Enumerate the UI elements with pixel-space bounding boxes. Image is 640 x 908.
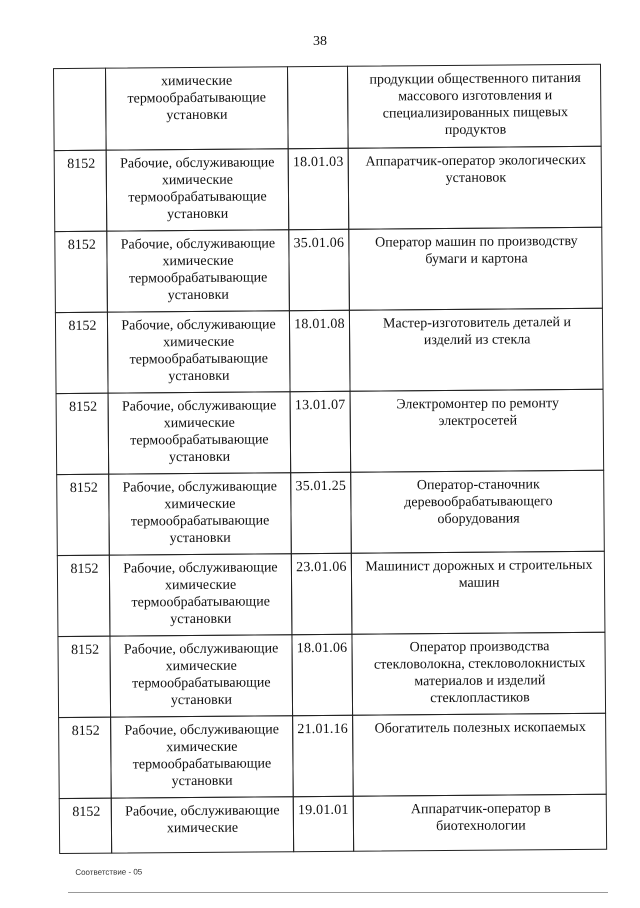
cell-line: биотехнологии [360,817,602,836]
cell-desc [109,634,293,717]
cell-num [287,66,349,149]
cell-prof [348,146,603,230]
cell-line: 8152 [57,156,106,173]
cell-line: оборудования [357,510,599,529]
cell-line: специализированных пищевых [354,104,596,123]
cell-line: химические [115,738,288,756]
cell-prof [349,308,604,392]
cell-prof [351,551,606,635]
cell-line: Рабочие, обслуживающие [113,478,286,496]
cell-line: термообрабатывающие [113,512,286,530]
cell-code [53,68,107,151]
cell-line: установки [114,610,287,628]
cell-prof [352,713,607,797]
cell-line: химические [110,72,283,90]
cell-line: массового изготовления и [354,87,596,106]
cell-line: 35.01.06 [289,235,348,252]
cell-desc [106,148,290,231]
cell-desc [109,553,293,636]
cell-line: 35.01.25 [291,478,350,495]
cell-line: 8152 [62,804,111,821]
cell-code [57,555,111,637]
cell-line: Рабочие, обслуживающие [112,316,285,334]
cell-line: термообрабатывающие [115,674,288,692]
cell-line: термообрабатывающие [115,755,288,773]
cell-line: 8152 [61,642,110,659]
cell-code [56,474,110,556]
cell-line: Оператор машин по производству [355,233,597,252]
cell-line: Аппаратчик-оператор в [360,800,602,819]
cell-line: 18.01.08 [290,316,349,333]
cell-code [57,636,111,718]
cell-line: термообрабатывающие [110,89,283,107]
cell-line: Обогатитель полезных ископаемых [359,719,601,738]
cell-line: продукции общественного питания [354,70,596,89]
cell-line: 8152 [57,237,106,254]
cell-prof [350,389,605,473]
cell-line: Рабочие, обслуживающие [113,397,286,415]
cell-line: 8152 [61,723,110,740]
cell-line: 8152 [58,318,107,335]
cell-line: термообрабатывающие [113,431,286,449]
cell-line: материалов и изделий [359,672,601,691]
cell-line: установки [113,448,286,466]
occupations-table [0,0,636,3]
cell-line: химические [111,252,284,270]
cell-line: электросетей [357,412,599,431]
cell-desc [107,310,291,393]
cell-line: термообрабатывающие [111,188,284,206]
cell-line: термообрабатывающие [112,269,285,287]
cell-code [59,798,112,854]
cell-line: термообрабатывающие [114,593,287,611]
cell-line: стеклопластиков [359,689,601,708]
cell-line: химические [112,333,285,351]
cell-line: термообрабатывающие [112,350,285,368]
cell-line: 19.01.01 [294,802,353,819]
cell-num [290,391,352,473]
cell-prof [350,470,605,554]
cell-line: установки [112,286,285,304]
cell-desc [105,66,289,150]
cell-num [291,553,353,635]
cell-line: химические [115,657,288,675]
cell-desc [106,229,290,312]
cell-desc [108,472,292,555]
cell-line: химические [111,171,284,189]
cell-line: Электромонтер по ремонту [357,395,599,414]
cell-prof [351,632,606,716]
footer-note: Соответствие - 05 [75,867,142,877]
cell-line: Машинист дорожных и строительных [358,557,600,576]
cell-line: 18.01.03 [289,154,348,171]
cell-num [291,634,353,716]
cell-line: деревообрабатывающего [357,493,599,512]
cell-code [54,231,108,313]
cell-desc [111,796,294,853]
cell-line: изделий из стекла [356,331,598,350]
cell-desc [110,715,294,798]
cell-num [292,715,354,797]
cell-desc [108,391,292,474]
cell-code [58,717,112,799]
cell-num [288,229,350,311]
cell-line: Мастер-изготовитель деталей и [356,314,598,333]
cell-line: химические [113,414,286,432]
cell-line: Рабочие, обслуживающие [111,154,284,172]
cell-line: химические [116,819,289,837]
cell-line: установки [114,529,287,547]
cell-line: Аппаратчик-оператор экологических [355,152,597,171]
page-edge [68,892,608,893]
cell-line: 21.01.16 [293,721,352,738]
cell-line: 8152 [59,399,108,416]
cell-line: машин [358,574,600,593]
cell-line: Рабочие, обслуживающие [114,640,287,658]
cell-line: стекловолокна, стекловолокнистых [359,655,601,674]
cell-line: Рабочие, обслуживающие [111,235,284,253]
cell-line: установки [111,205,284,223]
cell-line: установки [110,106,283,124]
cell-line: бумаги и картона [355,250,597,269]
cell-line: химические [113,495,286,513]
cell-line: установок [355,169,597,188]
cell-prof [347,64,602,149]
cell-line: 13.01.07 [291,397,350,414]
cell-num [293,796,354,852]
cell-line: 8152 [60,561,109,578]
cell-line: Рабочие, обслуживающие [114,559,287,577]
cell-num [288,148,350,230]
cell-code [54,150,108,232]
cell-line: продуктов [354,121,596,140]
cell-line: химические [114,576,287,594]
cell-line: Рабочие, обслуживающие [116,802,289,820]
cell-code [55,312,109,394]
cell-line: Рабочие, обслуживающие [115,721,288,739]
cell-prof [348,227,603,311]
cell-num [290,472,352,554]
cell-num [289,310,351,392]
cell-line: установки [116,772,289,790]
cell-line: Оператор производства [358,638,600,657]
cell-line: установки [115,691,288,709]
cell-line: Оператор-станочник [357,476,599,495]
cell-prof [353,794,607,852]
cell-line: 18.01.06 [292,640,351,657]
cell-code [56,393,110,475]
cell-line: 8152 [59,480,108,497]
page-number: 38 [0,34,640,50]
cell-line: установки [112,367,285,385]
cell-line: 23.01.06 [292,559,351,576]
